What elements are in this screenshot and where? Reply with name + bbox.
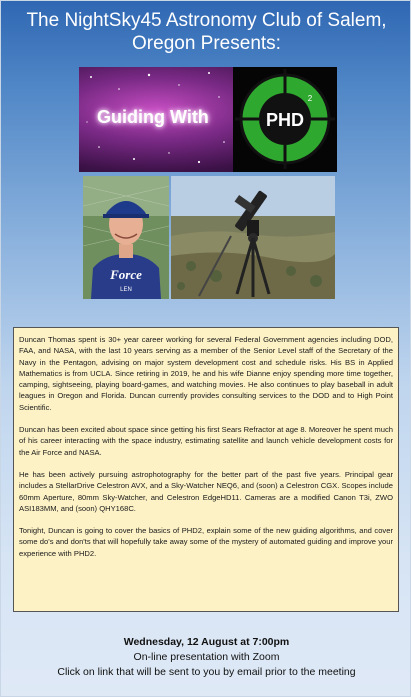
title-line-2: Oregon Presents:	[132, 33, 281, 54]
event-date: Wednesday, 12 August at 7:00pm	[123, 636, 290, 648]
bio-paragraph: He has been actively pursuing astrophotography for the better part of the past five years. Principal gear includes a StellarDrive Celestron AVX, and a Sky-Watcher NEQ6, and (soon) a Celestron CGX. Scopes include 60mm Aperture, 80mm Sky-Watcher, and Celestron EdgeHD11. Cameras are a modified Canon T3i, ZWO ASI183MM, and (soon) QHY168C.	[19, 469, 393, 513]
phd2-target-icon	[233, 67, 337, 172]
phd2-logo	[233, 67, 337, 172]
jersey-text: Force	[110, 267, 142, 282]
event-details	[1, 635, 411, 680]
title-line-1: The NightSky45 Astronomy Club of Salem,	[26, 10, 387, 31]
banner-title: Guiding With	[97, 107, 209, 127]
page-title	[1, 9, 411, 55]
telescope-photo	[171, 176, 335, 299]
phd-text: PHD	[265, 110, 305, 130]
speaker-photo	[83, 176, 169, 299]
phd-superscript: 2	[307, 94, 313, 103]
bio-paragraph: Duncan has been excited about space since getting his first Sears Refractor at age 8. Moreover he spent much of his career interacting with the space industry, estimating satellite and launch vehicle development costs for the Air Force and NASA.	[19, 425, 393, 457]
photos-row	[83, 176, 335, 299]
speaker-bio	[13, 327, 399, 612]
event-format: On-line presentation with Zoom	[133, 651, 280, 663]
bio-paragraph: Tonight, Duncan is going to cover the basics of PHD2, explain some of the new guiding algorithms, and cover some do's and don'ts that will hopefully take away some of the mystery of automated guiding and improve your experience with PHD2.	[19, 526, 393, 558]
guiding-with-phd2-banner	[79, 67, 337, 172]
jersey-subtext: LEN	[120, 287, 132, 293]
bio-paragraph: Duncan Thomas spent is 30+ year career working for several Federal Government agencies including DOD, FAA, and NASA, with the last 10 years serving as a member of the Senior Level staff of the Secretary of the Navy in the Pentagon, advising on major system development cost and schedule risks. His BS in Applied Mathematics is from UCLA. Since retiring in 2019, he and his wife Dianne enjoy spending more time together, camping, sightseeing, playing board-games, and watching movies. He also continues to play baseball in adult leagues in Oregon and Florida. Duncan currently provides consulting services to the DOD and to High Point Scientific.	[19, 335, 393, 412]
event-link-note: Click on link that will be sent to you by email prior to the meeting	[57, 666, 356, 678]
